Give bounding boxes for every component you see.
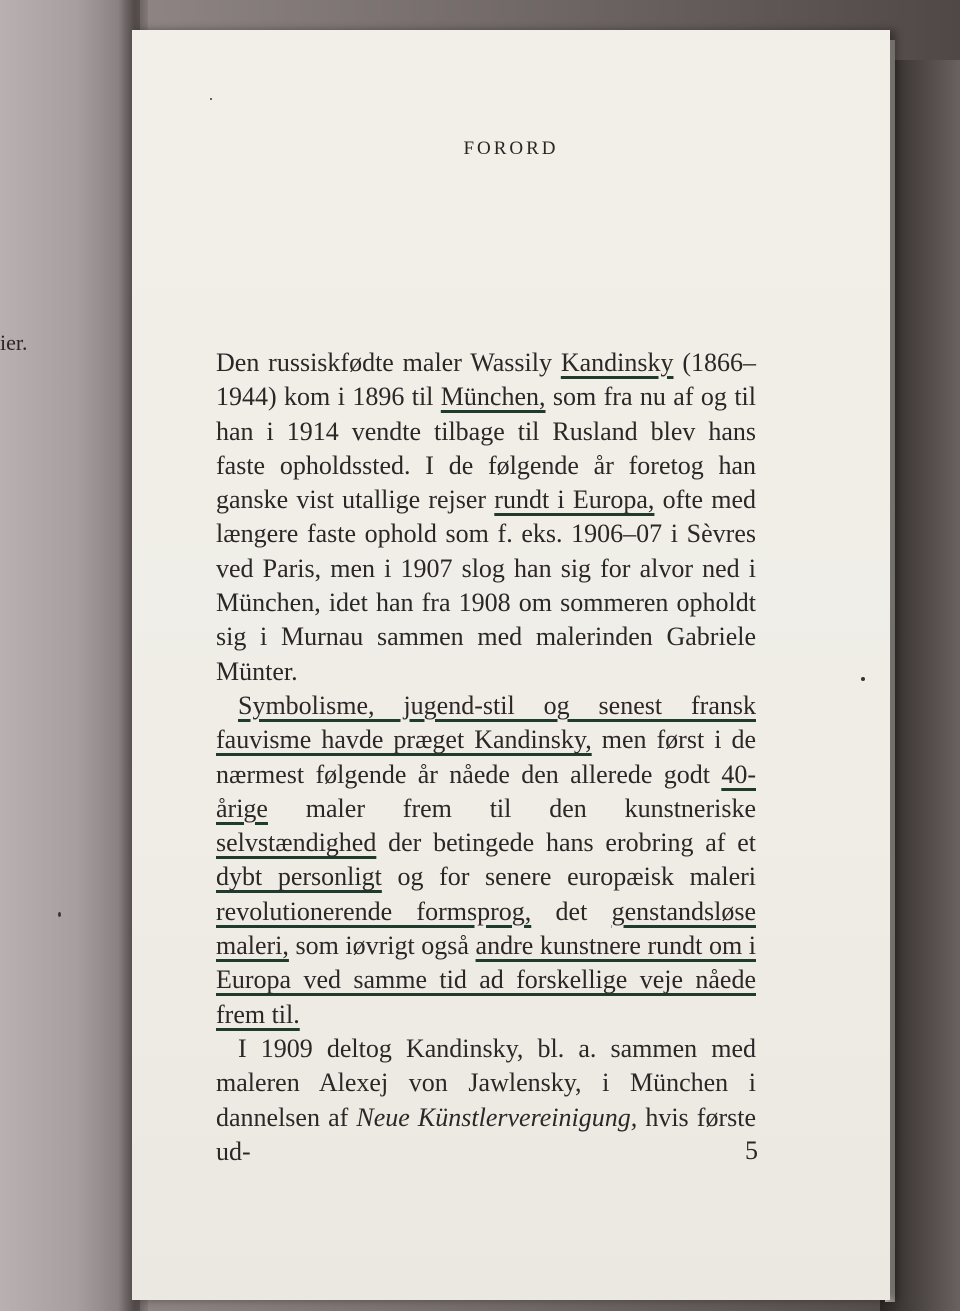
text-run: I 1909 deltog Kandinsky, bl. a. sammen med maleren Alexej von Jawlensky, i München i dannelsen af	[216, 1033, 756, 1132]
text-run: som iøvrigt også	[288, 931, 476, 961]
text-run: hvis første ud-	[216, 1102, 756, 1166]
highlight-underline: selvstændighed	[216, 828, 377, 858]
paragraph-3	[216, 1032, 756, 1169]
paragraph-1	[216, 346, 756, 689]
text-run: der betingede hans erobring af et	[376, 828, 756, 858]
text-run: som fra nu af og til han i 1914 vendte tilbage til Rusland blev hans faste opholdssted. I de følgende år foretog han ganske vist utallige rejser	[216, 382, 756, 515]
page-speck	[58, 912, 61, 917]
page-speck	[861, 677, 865, 681]
highlight-underline: München,	[440, 382, 546, 412]
italic-title: Neue Künstlervereinigung,	[356, 1102, 638, 1132]
highlight-underline: 40-årige	[216, 759, 756, 823]
highlight-underline: genstandsløse maleri,	[216, 896, 756, 961]
highlight-underline: Symbolisme, jugend-stil og senest fransk fauvisme havde præget Kandinsky,	[216, 690, 756, 755]
text-run: og for senere europæisk maleri	[381, 862, 756, 892]
page-number: 5	[745, 1136, 758, 1165]
highlight-underline: rundt i Europa,	[494, 485, 655, 515]
text-run: maler frem til den kunstneriske	[267, 793, 756, 823]
page-speck	[210, 98, 212, 100]
highlight-underline: andre kunstnere rundt om i Europa ved samme tid ad forskellige veje nåede frem til.	[216, 931, 756, 1029]
text-run: men først i de nærmest følgende år nåede den allerede godt	[216, 725, 756, 789]
paragraph-2	[216, 689, 756, 1032]
text-run: ofte med længere faste ophold som f. eks. 1906–07 i Sèvres ved Paris, men i 1907 slog han sig for alvor ned i München, idet han fra 1908 om sommeren opholdt sig i Murnau sammen med malerinden Gabriele Münter.	[216, 485, 757, 686]
text-run: Den russiskfødte maler Wassily	[216, 348, 561, 377]
highlight-underline: dybt personligt	[216, 862, 382, 892]
page-body	[216, 346, 756, 1169]
book-page	[132, 30, 890, 1300]
highlight-underline: Kandinsky	[560, 348, 674, 377]
left-page-edge-text: ier.	[0, 330, 28, 355]
text-run: det	[531, 896, 612, 926]
page-heading: FORORD	[463, 138, 559, 159]
text-run: (1866–1944) kom i 1896 til	[216, 348, 756, 412]
highlight-underline: revolutionerende formsprog,	[216, 896, 532, 926]
